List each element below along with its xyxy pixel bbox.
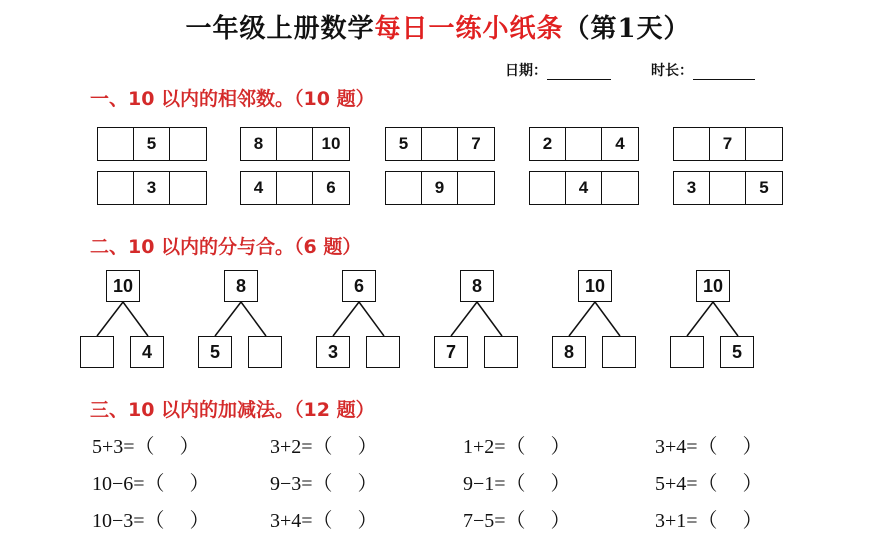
date-blank[interactable] — [547, 65, 611, 80]
equation[interactable]: 7−5=（ ） — [463, 510, 571, 532]
answer-blank[interactable] — [458, 172, 494, 204]
number-bond — [80, 270, 160, 370]
bond-line — [97, 302, 123, 336]
answer-blank[interactable] — [484, 336, 518, 368]
number-bond — [670, 270, 750, 370]
equation[interactable]: 3+4=（ ） — [655, 436, 763, 458]
adjacent-number-group — [673, 171, 783, 205]
whole-number-box: 10 — [696, 270, 730, 302]
adjacent-number-group — [240, 171, 350, 205]
answer-blank[interactable] — [98, 172, 134, 204]
given-number: 4 — [566, 172, 602, 204]
equation[interactable]: 9−1=（ ） — [463, 473, 571, 495]
part-number-box: 5 — [198, 336, 232, 368]
whole-number-box: 10 — [106, 270, 140, 302]
answer-blank[interactable] — [170, 172, 206, 204]
equation[interactable]: 10−3=（ ） — [92, 510, 210, 532]
time-blank[interactable] — [693, 65, 755, 80]
part-number-box: 8 — [552, 336, 586, 368]
title-day: （第1天） — [563, 14, 691, 44]
equation[interactable]: 9−3=（ ） — [270, 473, 378, 495]
given-number: 3 — [674, 172, 710, 204]
adjacent-number-group — [529, 171, 639, 205]
number-bond — [198, 270, 278, 370]
answer-blank[interactable] — [602, 336, 636, 368]
answer-blank[interactable] — [670, 336, 704, 368]
number-bond — [552, 270, 632, 370]
adjacent-number-group — [97, 127, 207, 161]
bond-line — [477, 302, 502, 336]
answer-blank[interactable] — [98, 128, 134, 160]
part-number-box: 3 — [316, 336, 350, 368]
given-number: 10 — [321, 134, 341, 153]
adjacent-number-group — [240, 127, 350, 161]
equation[interactable]: 3+4=（ ） — [270, 510, 378, 532]
answer-blank[interactable] — [710, 172, 746, 204]
answer-blank[interactable] — [366, 336, 400, 368]
bond-line — [333, 302, 359, 336]
answer-blank[interactable] — [566, 128, 602, 160]
section3-title: 三、10 以内的加减法。（12 题） — [90, 399, 375, 421]
whole-number-box: 8 — [460, 270, 494, 302]
whole-number-box: 10 — [578, 270, 612, 302]
bond-line — [451, 302, 477, 336]
answer-blank[interactable] — [674, 128, 710, 160]
adjacent-number-group — [97, 171, 207, 205]
bond-line — [241, 302, 266, 336]
part-number-box: 5 — [720, 336, 754, 368]
equation[interactable]: 10−6=（ ） — [92, 473, 210, 495]
bond-line — [713, 302, 738, 336]
answer-blank[interactable] — [530, 172, 566, 204]
bond-line — [359, 302, 384, 336]
whole-number-box: 8 — [224, 270, 258, 302]
answer-blank[interactable] — [80, 336, 114, 368]
answer-blank[interactable] — [386, 172, 422, 204]
part-number-box: 4 — [130, 336, 164, 368]
bond-line — [123, 302, 148, 336]
time-label: 时长： — [651, 63, 693, 79]
equation[interactable]: 3+1=（ ） — [655, 510, 763, 532]
answer-blank[interactable] — [422, 128, 458, 160]
date-label: 日期： — [505, 63, 547, 79]
section1-title: 一、10 以内的相邻数。（10 题） — [90, 88, 375, 110]
answer-blank[interactable] — [277, 172, 313, 204]
equation[interactable]: 1+2=（ ） — [463, 436, 571, 458]
answer-blank[interactable] — [277, 128, 313, 160]
bond-line — [215, 302, 241, 336]
given-number: 2 — [530, 128, 566, 160]
adjacent-number-group — [529, 127, 639, 161]
equation[interactable]: 3+2=（ ） — [270, 436, 378, 458]
given-number: 5 — [386, 128, 422, 160]
given-number: 4 — [241, 172, 277, 204]
answer-blank[interactable] — [170, 128, 206, 160]
given-number: 3 — [134, 172, 170, 204]
given-number: 8 — [241, 128, 277, 160]
adjacent-number-group — [385, 127, 495, 161]
title-highlight: 每日一练小纸条 — [374, 14, 564, 44]
bond-line — [569, 302, 595, 336]
given-number: 4 — [615, 134, 625, 153]
equation[interactable]: 5+4=（ ） — [655, 473, 763, 495]
bond-line — [687, 302, 713, 336]
answer-blank[interactable] — [746, 128, 782, 160]
given-number: 7 — [471, 134, 481, 153]
given-number: 9 — [422, 172, 458, 204]
given-number: 5 — [134, 128, 170, 160]
time-field[interactable] — [651, 60, 755, 80]
answer-blank[interactable] — [248, 336, 282, 368]
whole-number-box: 6 — [342, 270, 376, 302]
worksheet-title — [0, 8, 876, 45]
given-number: 5 — [759, 178, 769, 197]
section2-title: 二、10 以内的分与合。（6 题） — [90, 236, 362, 258]
number-bond — [434, 270, 514, 370]
given-number: 6 — [326, 178, 336, 197]
part-number-box: 7 — [434, 336, 468, 368]
equation[interactable]: 5+3=（ ） — [92, 436, 200, 458]
adjacent-number-group — [673, 127, 783, 161]
answer-blank[interactable] — [602, 172, 638, 204]
title-main: 一年级上册数学 — [185, 14, 375, 44]
bond-line — [595, 302, 620, 336]
given-number: 7 — [710, 128, 746, 160]
number-bond — [316, 270, 396, 370]
adjacent-number-group — [385, 171, 495, 205]
date-field[interactable] — [505, 60, 611, 80]
